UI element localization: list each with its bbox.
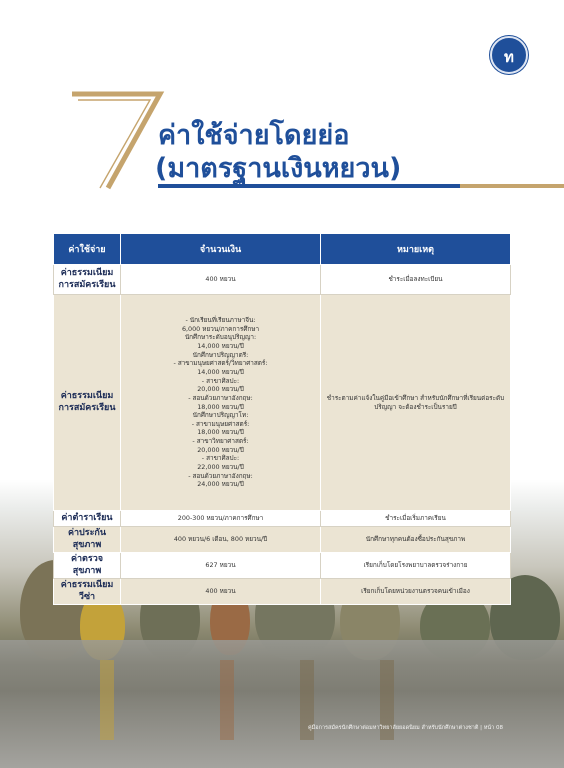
- expense-label: ค่าธรรมเนียม การสมัครเรียน: [54, 265, 121, 295]
- amount-line: 22,000 หยวน/ปี: [197, 462, 244, 471]
- amount-line: - สาขามนุษยศาสตร์/วิทยาศาสตร์:: [173, 359, 268, 368]
- footer-separator: |: [480, 725, 484, 731]
- amount-cell: 400 หยวน/6 เดือน, 800 หยวน/ปี: [121, 527, 321, 553]
- amount-line: - สอนด้วยภาษาอังกฤษ:: [188, 393, 253, 402]
- expense-label: ค่าประกัน สุขภาพ: [54, 527, 121, 553]
- table-row: [54, 511, 511, 527]
- table-row: [54, 265, 511, 295]
- note-cell: ชำระเมื่อเริ่มภาคเรียน: [321, 511, 511, 527]
- chapter-number-graphic: [68, 72, 168, 192]
- table-header-row: [54, 234, 511, 265]
- footer-text: คู่มือการสมัครนักศึกษาต่อมหาวิทยาลัยยอดนิยม สำหรับนักศึกษาต่างชาติ: [308, 725, 479, 731]
- lake: [0, 640, 564, 768]
- logo-glyph: ท: [504, 48, 514, 66]
- amount-line: - นักเรียนที่เรียนภาษาจีน:: [185, 316, 256, 325]
- expense-label: ค่าตรวจ สุขภาพ: [54, 553, 121, 579]
- amount-line: นักศึกษาระดับอนุปริญญา:: [184, 333, 257, 342]
- tree-reflection: [220, 660, 234, 740]
- expense-label: ค่าตำราเรียน: [54, 511, 121, 527]
- note-cell: เรียกเก็บโดยโรงพยาบาลตรวจร่างกาย: [321, 553, 511, 579]
- amount-cell: 400 หยวน: [121, 265, 321, 295]
- amount-cell: 200-300 หยวน/ภาคการศึกษา: [121, 511, 321, 527]
- tree-reflection: [100, 660, 114, 740]
- amount-line: นักศึกษาปริญญาตรี:: [192, 350, 249, 359]
- table-row: [54, 295, 511, 511]
- expense-label: ค่าธรรมเนียม วีซ่า: [54, 579, 121, 605]
- note-cell: ชำระเมื่อลงทะเบียน: [321, 265, 511, 295]
- table-row: [54, 527, 511, 553]
- amount-line: 24,000 หยวน/ปี: [197, 480, 244, 489]
- amount-line: - สาขาศิลปะ:: [201, 376, 240, 385]
- expense-table: [53, 233, 511, 605]
- page-number: หน้า 08: [483, 725, 503, 731]
- amount-line: 18,000 หยวน/ปี: [197, 428, 244, 437]
- table-row: [54, 579, 511, 605]
- note-cell: เรียกเก็บโดยหน่วยงานตรวจคนเข้าเมือง: [321, 579, 511, 605]
- amount-line: 20,000 หยวน/ปี: [197, 445, 244, 454]
- column-header-amount: จำนวนเงิน: [121, 234, 321, 265]
- amount-line: 14,000 หยวน/ปี: [197, 367, 244, 376]
- amount-line: 14,000 หยวน/ปี: [197, 342, 244, 351]
- amount-line: 18,000 หยวน/ปี: [197, 402, 244, 411]
- amount-cell: 400 หยวน: [121, 579, 321, 605]
- page-title-line2: (มาตรฐานเงินหยวน): [155, 153, 402, 184]
- amount-line: 20,000 หยวน/ปี: [197, 385, 244, 394]
- university-logo: [490, 36, 528, 74]
- note-cell: นักศึกษาทุกคนต้องซื้อประกันสุขภาพ: [321, 527, 511, 553]
- expense-label: ค่าธรรมเนียม การสมัครเรียน: [54, 295, 121, 511]
- title-underline-gold: [460, 184, 564, 188]
- column-header-note: หมายเหตุ: [321, 234, 511, 265]
- amount-cell: 627 หยวน: [121, 553, 321, 579]
- title-underline-blue: [158, 184, 460, 188]
- amount-line: นักศึกษาปริญญาโท:: [192, 411, 249, 420]
- amount-line: - สาขามนุษยศาสตร์:: [191, 419, 250, 428]
- amount-cell: [121, 295, 321, 511]
- footer: [308, 724, 514, 732]
- amount-line: - สาขาวิทยาศาสตร์:: [192, 437, 249, 446]
- table-row: [54, 553, 511, 579]
- note-cell: ชำระตามค่าแจ้งในคู่มือเข้าศึกษา สำหรับนักศึกษาที่เรียนต่อระดับปริญญา จะต้องชำระเป็นรายปี: [321, 295, 511, 511]
- amount-line: 6,000 หยวน/ภาคการศึกษา: [181, 324, 260, 333]
- page-title-line1: ค่าใช้จ่ายโดยย่อ: [158, 120, 350, 151]
- column-header-expense: ค่าใช้จ่าย: [54, 234, 121, 265]
- amount-line: - สอนด้วยภาษาอังกฤษ:: [188, 471, 253, 480]
- amount-line: - สาขาศิลปะ:: [201, 454, 240, 463]
